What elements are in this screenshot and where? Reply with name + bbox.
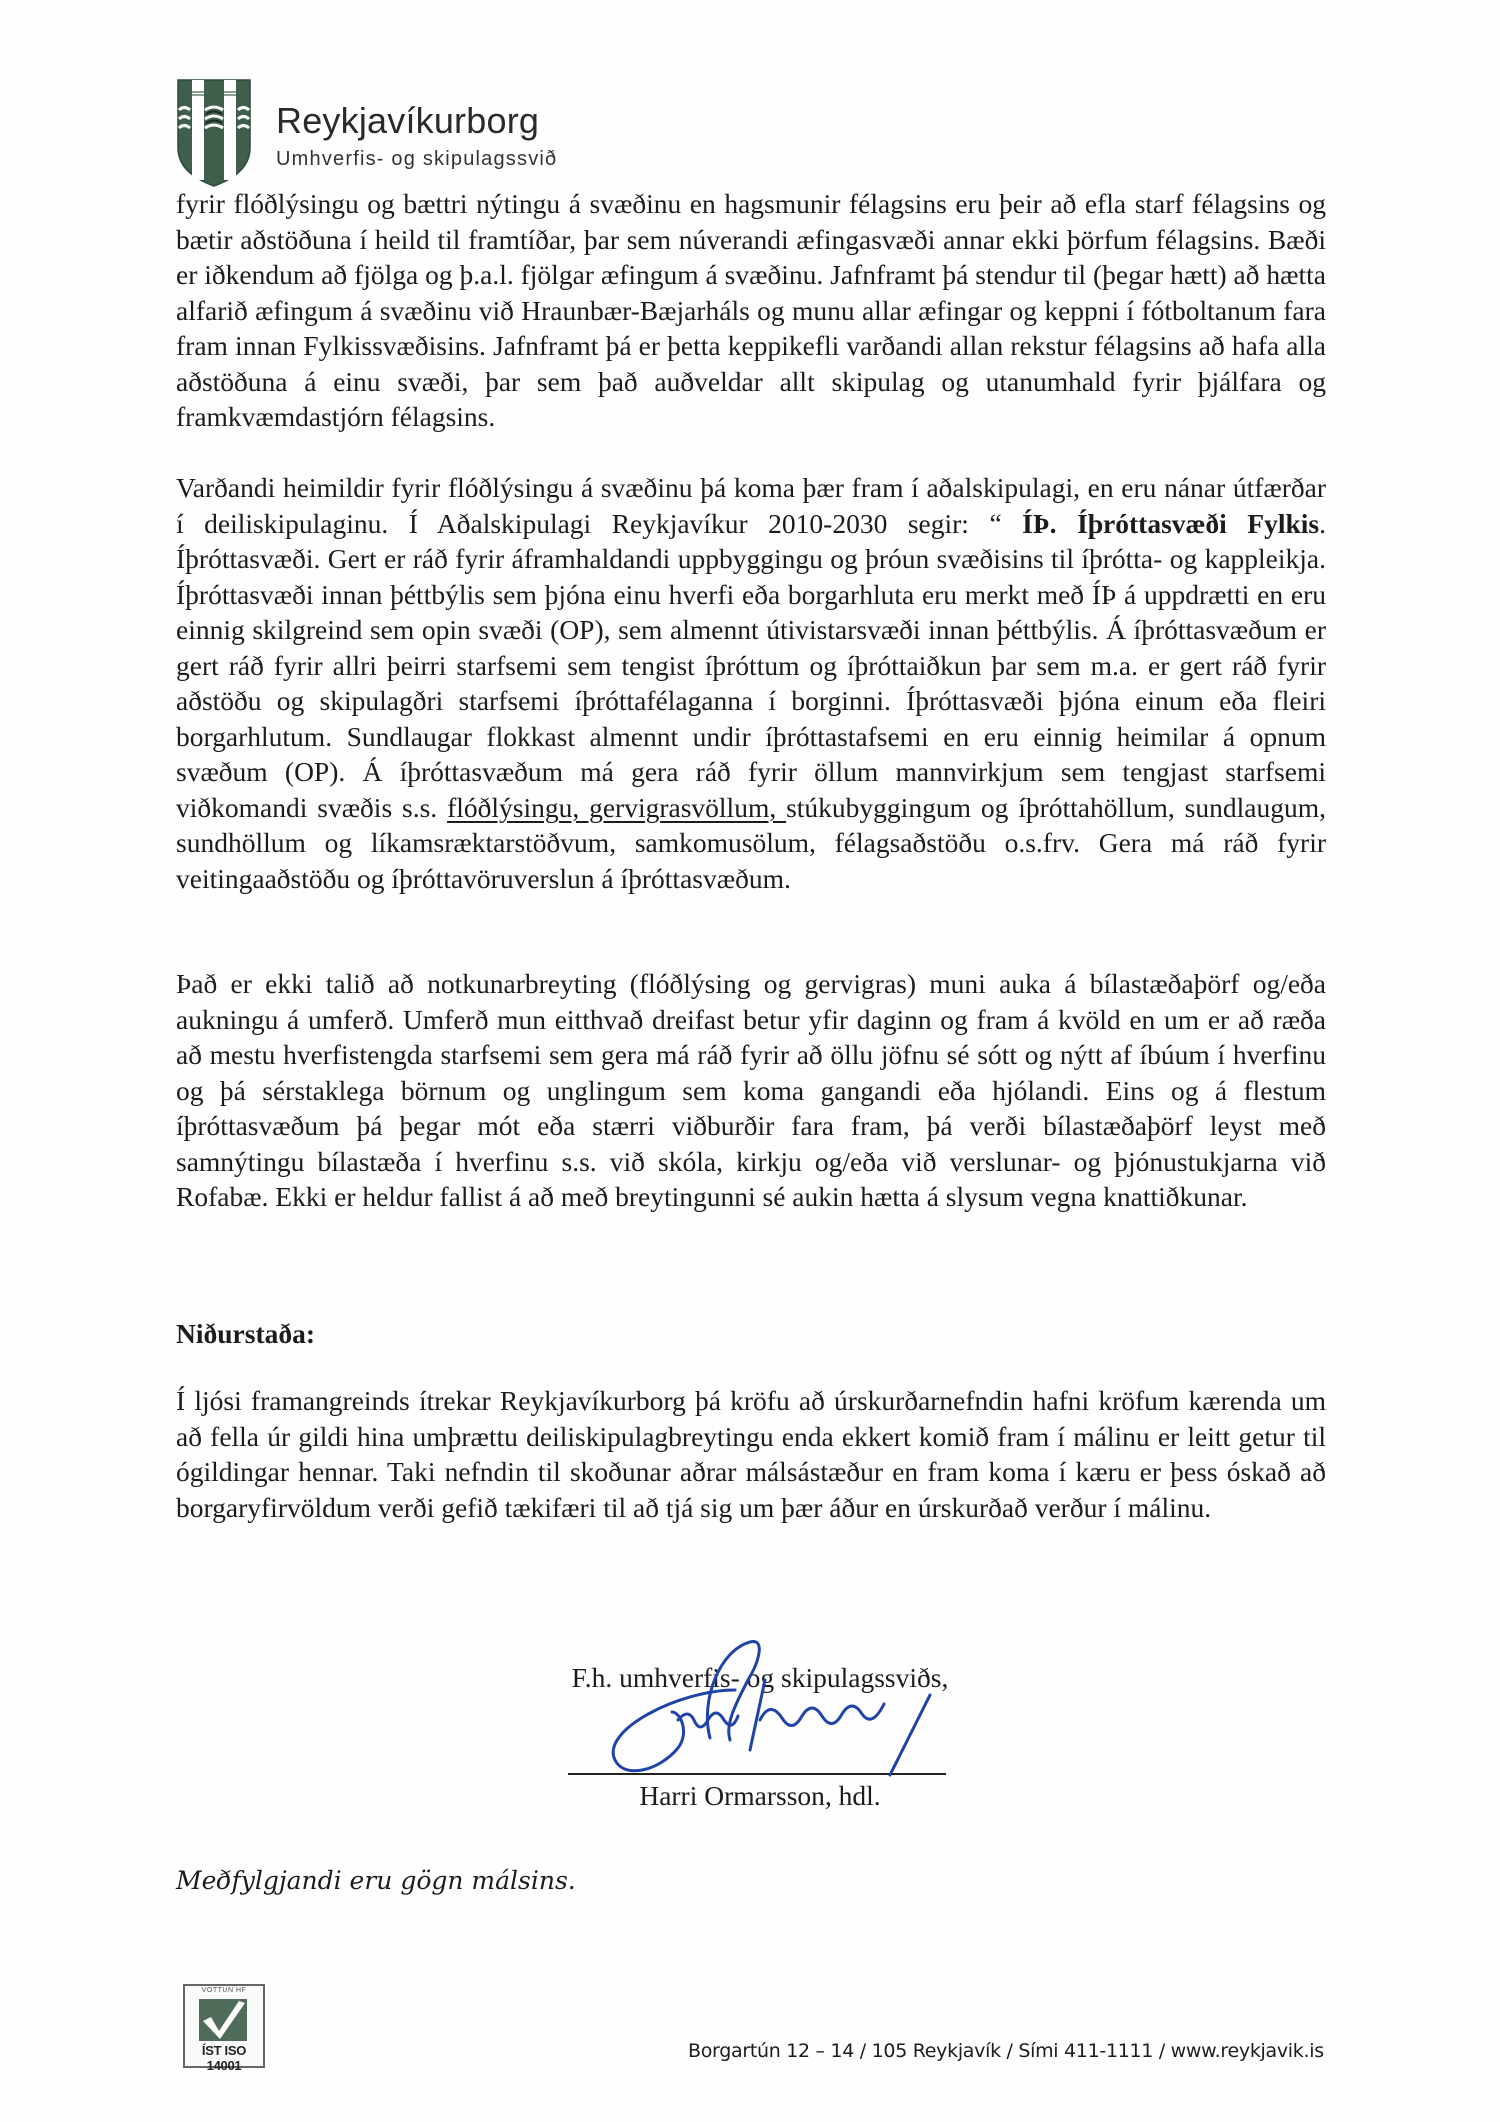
- paragraph-text: Það er ekki talið að notkunarbreyting (flóðlýsing og gervigras) muni auka á bílastæðaþörf og/eða aukningu á umferð. Umferð mun eitthvað dreifast betur yfir daginn og fram á kvöld en um er að ræða að mestu hverfistengda starfsemi sem gera má ráð fyrir að öllu jöfnu sé sótt og nýtt af íbúum í hverfinu og þá sérstaklega börnum og unglingum sem koma gangandi eða hjólandi. Eins og á flestum íþróttasvæðum þá þegar mót eða stærri viðburðir fara fram, þá verði bílastæðaþörf leyst með samnýtingu bílastæða í hverfinu s.s. við skóla, kirkju og/eða við verslunar- og þjónustukjarna við Rofabæ. Ekki er heldur fallist á að með breytingunni sé aukin hætta á slysum vegna knattiðkunar.: [176, 968, 1326, 1212]
- underlined-phrase: flóðlýsingu, gervigrasvöllum,: [447, 791, 787, 823]
- paragraph-end: stúkubyggingum og íþróttahöllum, sundlaugum, sundhöllum og líkamsræktarstöðvum, samkomusölum, félagsaðstöðu o.s.frv. Gera má ráð fyrir veitingaaðstöðu og íþróttavöruverslun á íþróttasvæðum.: [176, 791, 1326, 894]
- paragraph-intro: Varðandi heimildir fyrir flóðlýsingu á svæðinu þá koma þær fram í aðalskipulagi, en eru nánar útfærðar í deiliskipulaginu. Í Aðalskipulagi Reykjavíkur 2010-2030 segir: “: [176, 472, 1326, 539]
- body-paragraph-1: [176, 186, 1326, 435]
- organization-name: Reykjavíkurborg: [276, 100, 540, 141]
- letterhead: [176, 78, 876, 190]
- enclosure-note: Meðfylgjandi eru gögn málsins.: [176, 1866, 576, 1895]
- conclusion-paragraph: [176, 1383, 1326, 1525]
- paragraph-text: fyrir flóðlýsingu og bættri nýtingu á svæðinu en hagsmunir félagsins eru þeir að efla starf félagsins og bætir aðstöðuna í heild til framtíðar, þar sem núverandi æfingasvæði annar ekki þörfum félagsins. Bæði er iðkendum að fjölga og þ.a.l. fjölgar æfingum á svæðinu. Jafnframt þá stendur til (þegar hætt) að hætta alfarið æfingum á svæðinu við Hraunbær-Bæjarháls og munu allar æfingar og keppni í fótboltanum fara fram innan Fylkissvæðisins. Jafnframt þá er þetta keppikefli varðandi allan rekstur félagsins að hafa alla aðstöðuna á einu svæði, þar sem það auðveldar allt skipulag og utanumhald fyrir þjálfara og framkvæmdastjórn félagsins.: [176, 188, 1326, 432]
- paragraph-middle: . Íþróttasvæði. Gert er ráð fyrir áframhaldandi uppbyggingu og þróun svæðisins til íþrótta- og kappleikja. Íþróttasvæði innan þéttbýlis sem þjóna einu hverfi eða borgarhluta eru merkt með ÍÞ á uppdrætti en eru einnig skilgreind sem opin svæði (OP), sem almennt útivistarsvæði innan þéttbýlis. Á íþróttasvæðum er gert ráð fyrir allri þeirri starfsemi sem tengist íþróttum og íþróttaiðkun þar sem m.a. er gert ráð fyrir aðstöðu og skipulagðri starfsemi íþróttafélaganna í borginni. Íþróttasvæði þjóna einum eða fleiri borgarhlutum. Sundlaugar flokkast almennt undir íþróttastafsemi en eru einnig heimilar á opnum svæðum (OP). Á íþróttasvæðum má gera ráð fyrir öllum mannvirkjum sem tengjast starfsemi viðkomandi svæðis s.s.: [176, 507, 1326, 823]
- paragraph-text: Í ljósi framangreinds ítrekar Reykjavíkurborg þá kröfu að úrskurðarnefndin hafni kröfum kærenda um að fella úr gildi hina umþrættu deiliskipulagbreytingu enda ekkert komið fram í málinu er leitt getur til ógildingar hennar. Taki nefndin til skoðunar aðrar málsástæður en fram koma í kæru er þess óskað að borgaryfirvöldum verði gefið tækifæri til að tjá sig um þær áður en úrskurðað verður í málinu.: [176, 1385, 1326, 1523]
- zone-code: ÍÞ.: [1022, 507, 1057, 539]
- signature-line: [568, 1773, 946, 1775]
- paragraph-text: [176, 470, 1326, 896]
- on-behalf-line: F.h. umhverfis- og skipulagssviðs,: [571, 1662, 949, 1693]
- checkmark-icon: [199, 1999, 247, 2041]
- handwritten-signature-icon: [560, 1620, 980, 1790]
- body-paragraph-3: [176, 966, 1326, 1215]
- signature-block: [540, 1620, 980, 1840]
- body-paragraph-2: [176, 470, 1326, 896]
- footer-address: Borgartún 12 – 14 / 105 Reykjavík / Sími 411-1111 / www.reykjavik.is: [688, 2040, 1324, 2062]
- conclusion-heading: Niðurstaða:: [176, 1318, 316, 1349]
- department-name: Umhverfis- og skipulagssvið: [276, 148, 558, 170]
- iso-standard-label: ÍST ISO 14001: [201, 2043, 247, 2073]
- certifier-label: VOTTUN HF: [201, 1987, 247, 1994]
- zone-title: Íþróttasvæði Fylkis: [1077, 507, 1320, 539]
- signatory-name: Harri Ormarsson, hdl.: [639, 1780, 881, 1811]
- iso-certification-badge: [183, 1984, 265, 2073]
- coat-of-arms-icon: [176, 78, 252, 188]
